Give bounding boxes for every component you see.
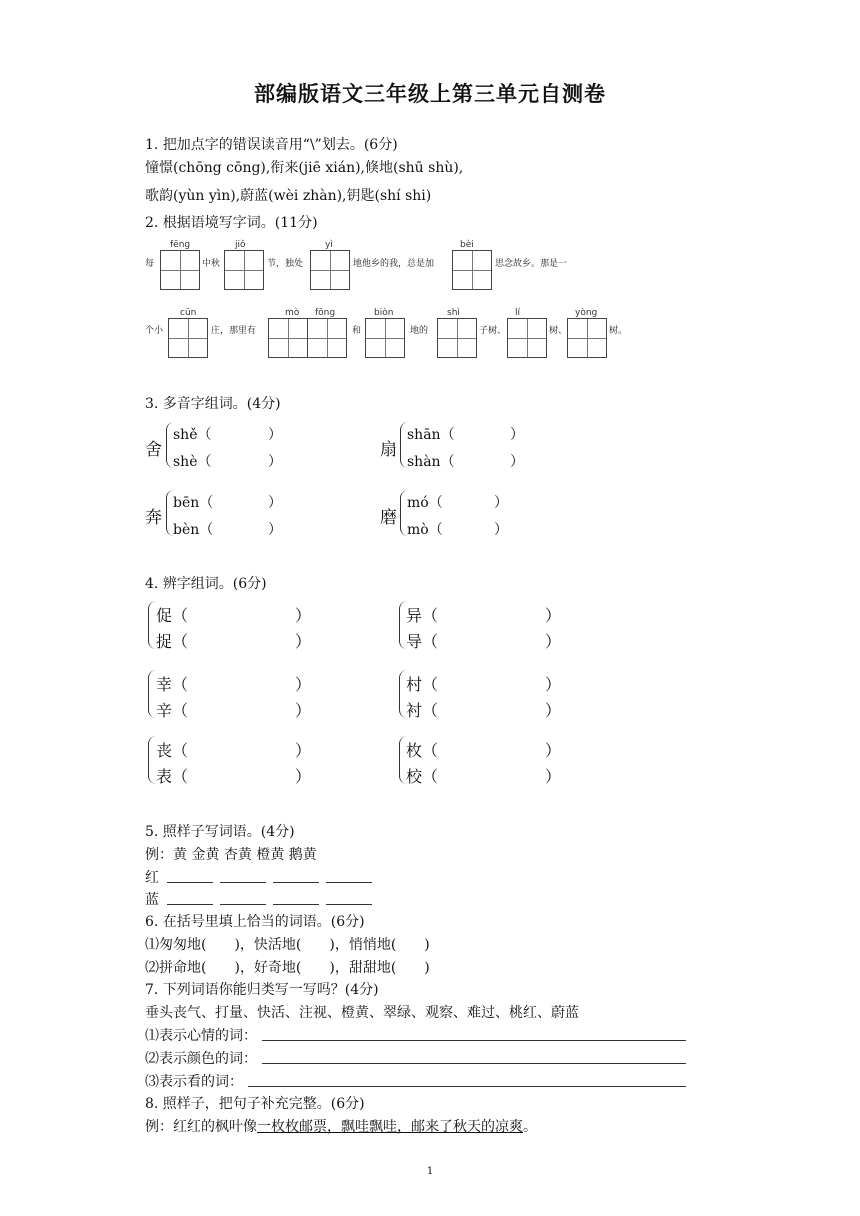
pinyin: jiǒ <box>235 240 246 250</box>
pinyin: yòng <box>575 308 598 318</box>
answer-blank[interactable] <box>167 882 213 883</box>
pinyin: mò <box>285 308 300 318</box>
paren-close: ） <box>295 701 312 720</box>
q7-item: ⑶表示看的词： <box>145 1074 243 1090</box>
option-label: 枚（ <box>406 741 439 760</box>
option-label: mó（ <box>407 495 443 511</box>
paren-close: ） <box>295 632 312 651</box>
answer-line[interactable] <box>262 1040 686 1041</box>
pinyin: cūn <box>180 308 197 318</box>
q8-heading: 8. 照样子，把句子补充完整。(6分) <box>145 1096 365 1112</box>
option-label: 校（ <box>406 767 439 786</box>
paren-close: ） <box>268 454 282 470</box>
q5-example: 例：黄 金黄 杏黄 橙黄 鹅黄 <box>145 847 317 863</box>
writing-box[interactable] <box>452 250 492 290</box>
context-text: 节，独处 <box>267 259 304 269</box>
page-title: 部编版语文三年级上第三单元自测卷 <box>254 82 606 106</box>
paren-close: ） <box>510 427 524 443</box>
paren-close: ） <box>545 767 562 786</box>
page-number: 1 <box>426 1166 434 1177</box>
option-label: shàn（ <box>407 454 455 470</box>
q2-heading: 2. 根据语境写字词。(11分) <box>145 215 318 231</box>
context-text: 庄，那里有 <box>211 326 257 336</box>
paren-close: ） <box>268 522 282 538</box>
example-prefix: 例：红红的枫叶像 <box>145 1119 257 1135</box>
paren-close: ） <box>295 767 312 786</box>
writing-box[interactable] <box>307 318 347 358</box>
option-label: shān（ <box>407 427 455 443</box>
pinyin: yì <box>325 240 333 250</box>
q5-heading: 5. 照样子写词语。(4分) <box>145 824 295 840</box>
option-label: 表（ <box>156 767 189 786</box>
context-text: 地的 <box>410 326 429 336</box>
context-text: 个小 <box>145 326 164 336</box>
q8-example <box>145 1116 537 1136</box>
option-label: 村（ <box>406 675 439 694</box>
answer-blank[interactable] <box>273 904 319 905</box>
paren-close: ） <box>494 522 508 538</box>
pinyin: fēng <box>170 240 191 250</box>
q1-line1: 憧憬(chōng cōng),衔来(jiē xián),倏地(shū shù), <box>145 160 464 176</box>
option-label: 导（ <box>406 632 439 651</box>
example-underlined: 一枚枚邮票，飘哇飘哇，邮来了秋天的凉爽 <box>257 1119 523 1135</box>
polyphone-char: 扇 <box>380 440 397 460</box>
writing-box[interactable] <box>567 318 607 358</box>
option-label: 促（ <box>156 606 189 625</box>
q1-line2: 歌韵(yùn yìn),蔚蓝(wèi zhàn),钥匙(shí shi) <box>145 188 432 204</box>
example-suffix: 。 <box>523 1119 537 1135</box>
answer-blank[interactable] <box>326 904 372 905</box>
answer-blank[interactable] <box>220 882 266 883</box>
answer-blank[interactable] <box>167 904 213 905</box>
writing-box[interactable] <box>310 250 350 290</box>
q5-row-label: 蓝 <box>145 892 159 908</box>
paren-close: ） <box>510 454 524 470</box>
option-label: bēn（ <box>173 495 214 511</box>
polyphone-char: 舍 <box>145 440 162 460</box>
polyphone-char: 奔 <box>145 508 162 528</box>
paren-close: ） <box>295 741 312 760</box>
paren-close: ） <box>545 606 562 625</box>
writing-box[interactable] <box>507 318 547 358</box>
pinyin: fōng <box>315 308 336 318</box>
q3-heading: 3. 多音字组词。(4分) <box>145 396 281 412</box>
context-text: 每 <box>145 259 155 269</box>
q6-line2: ⑵拼命地( )，好奇地( )，甜甜地( ) <box>145 960 430 976</box>
q7-heading: 7. 下列词语你能归类写一写吗？(4分) <box>145 982 379 998</box>
paren-close: ） <box>295 675 312 694</box>
context-text: 中秋 <box>202 259 221 269</box>
polyphone-char: 磨 <box>380 508 397 528</box>
context-text: 树。 <box>609 326 628 336</box>
pinyin: shì <box>447 308 460 318</box>
writing-box[interactable] <box>437 318 477 358</box>
q5-row-label: 红 <box>145 870 159 886</box>
q7-words: 垂头丧气、打量、快活、注视、橙黄、翠绿、观察、难过、桃红、蔚蓝 <box>145 1005 579 1021</box>
option-label: 辛（ <box>156 701 189 720</box>
option-label: bèn（ <box>173 522 214 538</box>
writing-box[interactable] <box>365 318 405 358</box>
context-text: 树、 <box>549 326 568 336</box>
paren-close: ） <box>545 632 562 651</box>
pinyin: bèi <box>460 240 474 250</box>
q1-heading: 1. 把加点字的错误读音用“\”划去。(6分) <box>145 137 398 153</box>
paren-close: ） <box>295 606 312 625</box>
q4-heading: 4. 辨字组词。(6分) <box>145 576 267 592</box>
q7-item: ⑴表示心情的词： <box>145 1028 257 1044</box>
paren-close: ） <box>268 495 282 511</box>
option-label: mò（ <box>407 522 443 538</box>
writing-box[interactable] <box>224 250 264 290</box>
context-text: 地他乡的我，总是加 <box>353 259 435 269</box>
q6-line1: ⑴匆匆地( )，快活地( )，悄悄地( ) <box>145 937 430 953</box>
paren-close: ） <box>545 701 562 720</box>
writing-box[interactable] <box>160 250 200 290</box>
pinyin: lí <box>515 308 521 318</box>
option-label: shè（ <box>173 454 212 470</box>
context-text: 子树、 <box>479 326 507 336</box>
option-label: 丧（ <box>156 741 189 760</box>
option-label: 衬（ <box>406 701 439 720</box>
pinyin: biòn <box>374 308 394 318</box>
answer-line[interactable] <box>262 1063 686 1064</box>
q7-item: ⑵表示颜色的词： <box>145 1051 257 1067</box>
writing-box[interactable] <box>168 318 208 358</box>
q6-heading: 6. 在括号里填上恰当的词语。(6分) <box>145 914 365 930</box>
answer-blank[interactable] <box>273 882 319 883</box>
answer-blank[interactable] <box>326 882 372 883</box>
option-label: 异（ <box>406 606 439 625</box>
paren-close: ） <box>545 675 562 694</box>
paren-close: ） <box>268 427 282 443</box>
context-text: 和 <box>352 326 362 336</box>
answer-line[interactable] <box>248 1086 686 1087</box>
paren-close: ） <box>545 741 562 760</box>
context-text: 思念故乡。那是一 <box>495 259 568 269</box>
answer-blank[interactable] <box>220 904 266 905</box>
option-label: 捉（ <box>156 632 189 651</box>
writing-box[interactable] <box>268 318 308 358</box>
paren-close: ） <box>494 495 508 511</box>
option-label: shě（ <box>173 427 212 443</box>
option-label: 幸（ <box>156 675 189 694</box>
